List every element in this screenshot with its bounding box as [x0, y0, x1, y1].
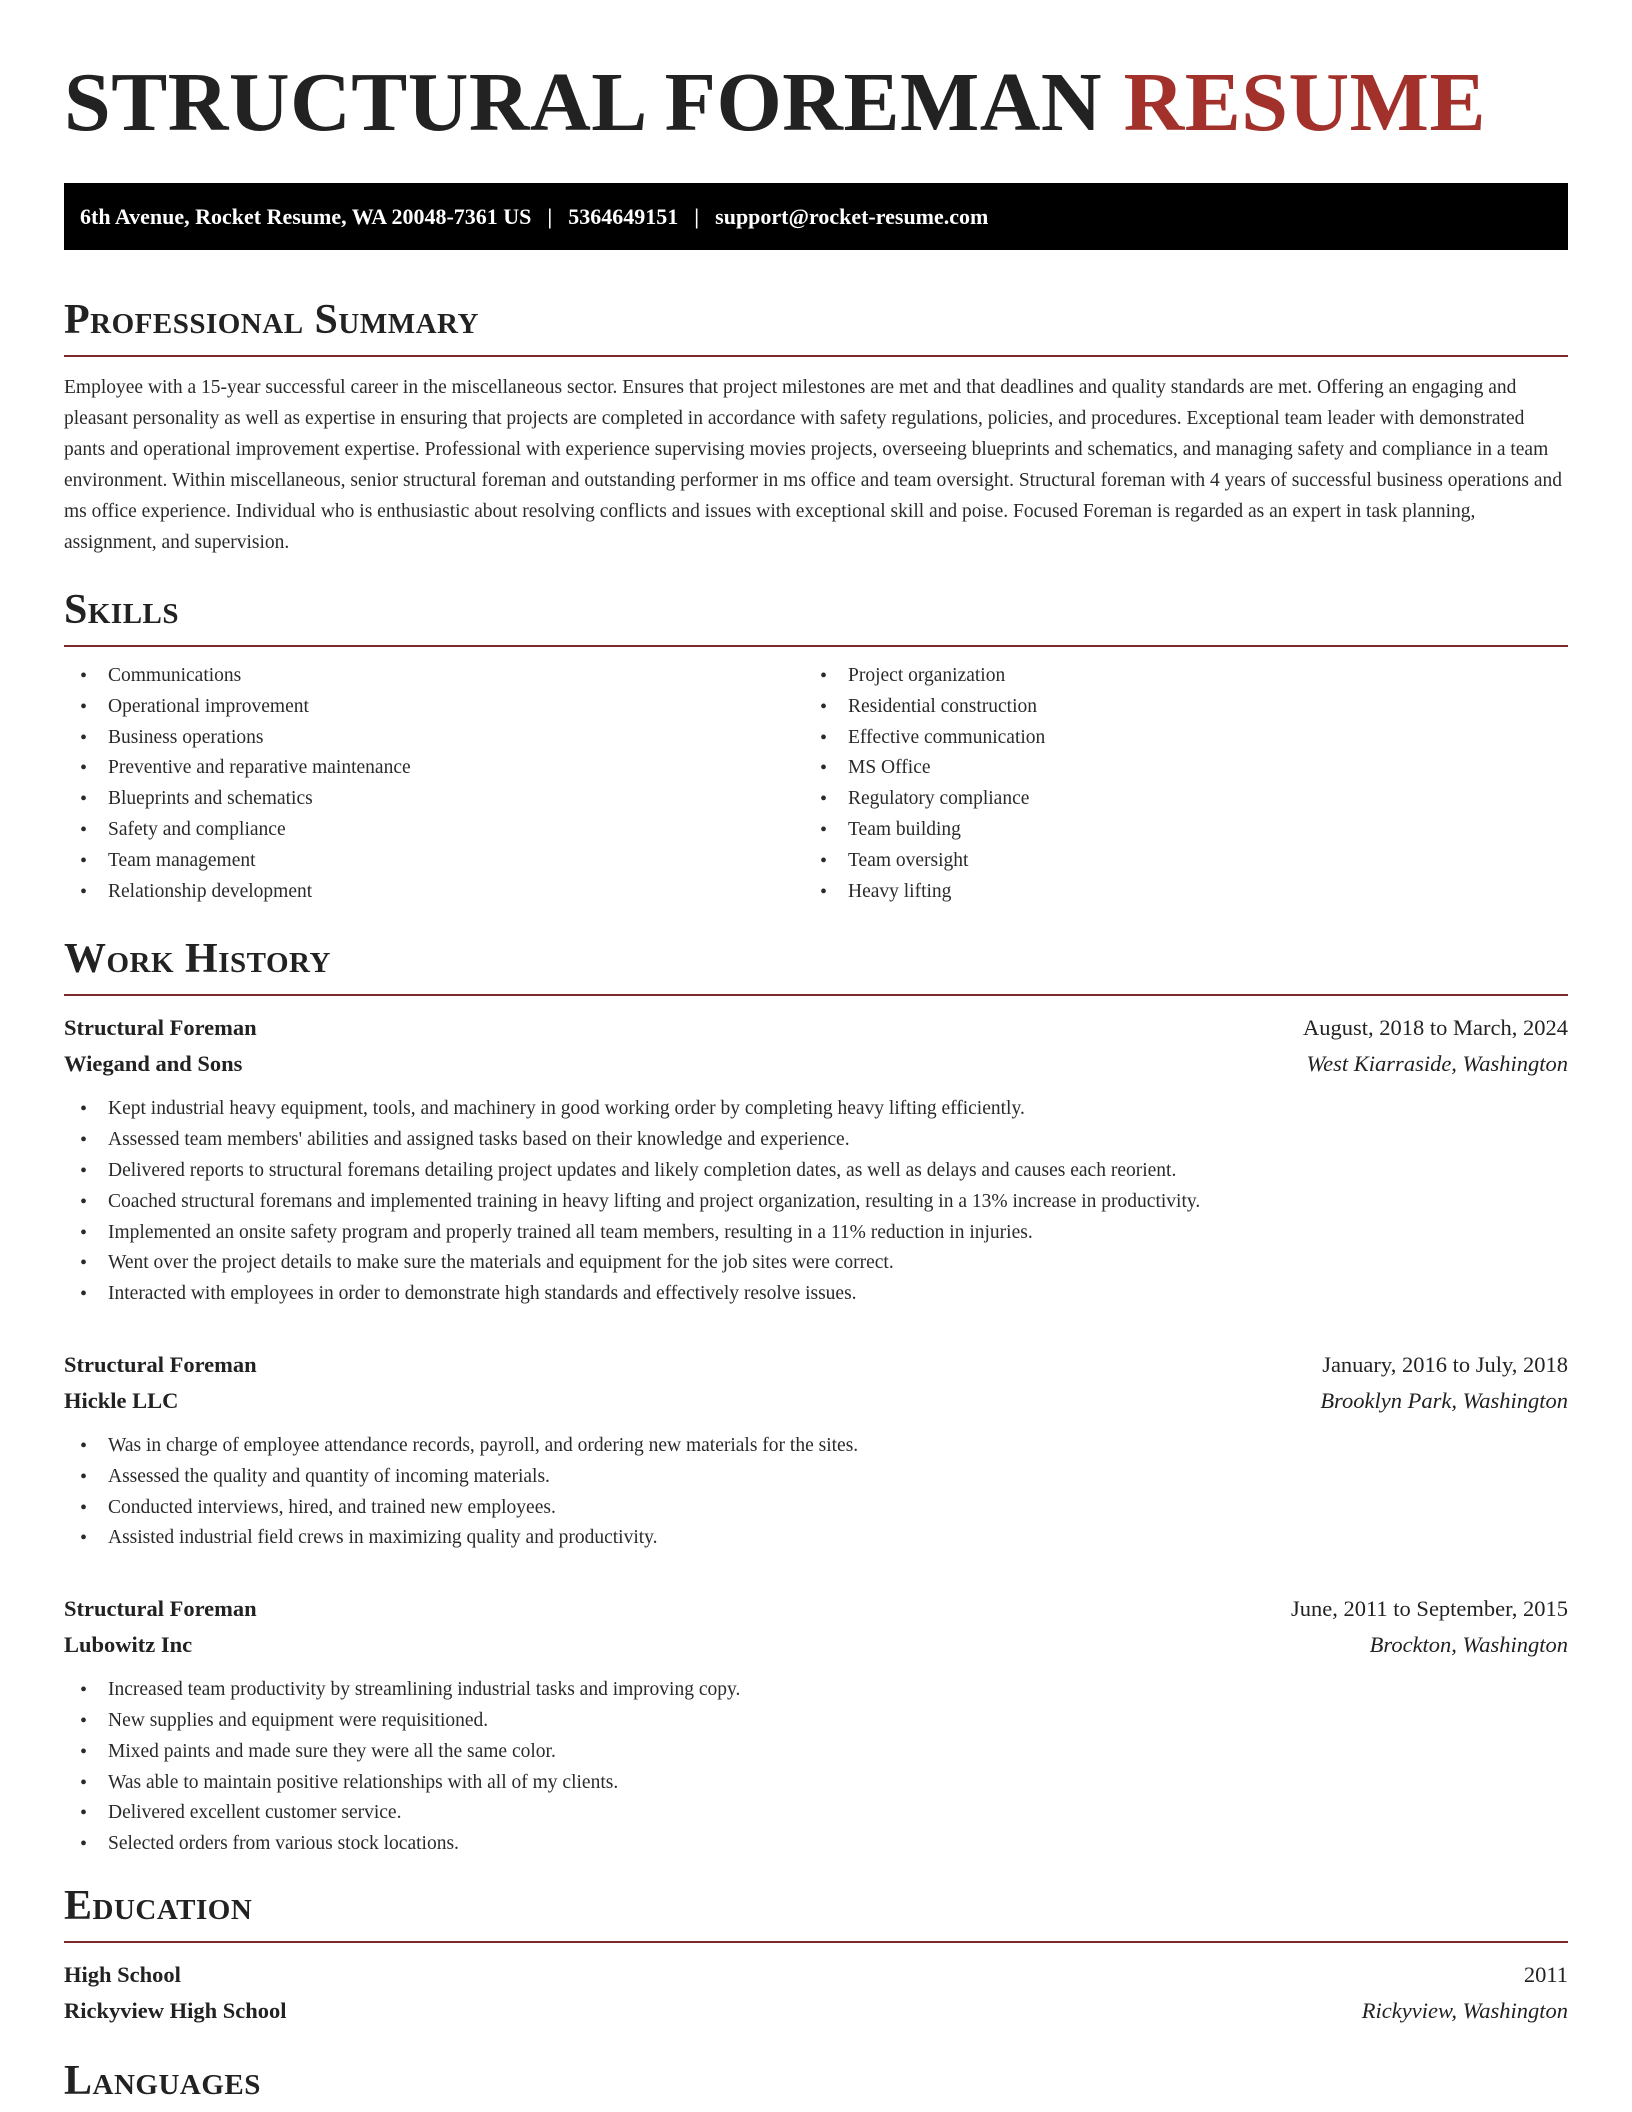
- job-bullet: • Conducted interviews, hired, and trained new employees.: [64, 1493, 1568, 1524]
- section-divider: [64, 355, 1568, 357]
- skill-item: • Relationship development: [64, 877, 804, 908]
- job-bullet: • New supplies and equipment were requisitioned.: [64, 1706, 1568, 1737]
- job-bullets: [64, 1675, 1568, 1860]
- job-entry: [64, 1591, 1568, 1860]
- job-header-row: [64, 1010, 1568, 1046]
- job-bullet: • Delivered reports to structural foremans detailing project updates and likely completion dates, as well as delays and causes each reorient.: [64, 1156, 1568, 1187]
- skill-item: • Communications: [64, 661, 804, 692]
- work-history-heading: Work History: [64, 936, 331, 983]
- skill-item: • Team oversight: [804, 846, 1544, 877]
- education-school: Rickyview High School: [64, 1997, 287, 2023]
- skill-item: • Blueprints and schematics: [64, 784, 804, 815]
- contact-separator: |: [547, 203, 553, 229]
- languages-heading: Languages: [64, 2057, 261, 2104]
- job-title: Structural Foreman: [64, 1015, 257, 1041]
- job-list: [64, 1010, 1568, 1860]
- job-bullet: • Interacted with employees in order to demonstrate high standards and effectively resolve issues.: [64, 1279, 1568, 1310]
- job-company-row: [64, 1383, 1568, 1419]
- skills-right-column: [804, 661, 1544, 907]
- skills-heading: Skills: [64, 587, 180, 633]
- section-divider: [64, 1941, 1568, 1943]
- education-heading: Education: [64, 1882, 253, 1929]
- job-header-row: [64, 1347, 1568, 1383]
- education-row: [64, 1993, 1568, 2029]
- job-dates: January, 2016 to July, 2018: [1322, 1351, 1568, 1377]
- job-dates: June, 2011 to September, 2015: [1291, 1596, 1568, 1622]
- job-location: Brooklyn Park, Washington: [1320, 1387, 1568, 1413]
- skill-item: • Heavy lifting: [804, 877, 1544, 908]
- skill-item: • Effective communication: [804, 723, 1544, 754]
- job-entry: [64, 1347, 1568, 1554]
- skills-section: [64, 584, 1568, 907]
- skill-item: • Preventive and reparative maintenance: [64, 753, 804, 784]
- skill-item: • Business operations: [64, 723, 804, 754]
- contact-separator: |: [694, 203, 700, 229]
- summary-heading: Professional Summary: [64, 297, 479, 343]
- job-bullet: • Mixed paints and made sure they were all the same color.: [64, 1737, 1568, 1768]
- skills-left-column: [64, 661, 804, 907]
- languages-section: [64, 2055, 1568, 2107]
- job-company: Wiegand and Sons: [64, 1051, 243, 1077]
- job-company-row: [64, 1046, 1568, 1082]
- job-entry: [64, 1010, 1568, 1310]
- skills-list: [64, 661, 1568, 907]
- contact-email: support@rocket-resume.com: [715, 203, 989, 229]
- job-bullet: • Coached structural foremans and implemented training in heavy lifting and project organization, resulting in a 13% increase in productivity.: [64, 1187, 1568, 1218]
- work-history-section: [64, 933, 1568, 1860]
- education-degree: High School: [64, 1961, 181, 1987]
- job-header-row: [64, 1591, 1568, 1627]
- education-row: [64, 1957, 1568, 1993]
- job-location: West Kiarraside, Washington: [1306, 1051, 1568, 1077]
- job-bullet: • Went over the project details to make sure the materials and equipment for the job sites were correct.: [64, 1248, 1568, 1279]
- job-bullet: • Assisted industrial field crews in maximizing quality and productivity.: [64, 1523, 1568, 1554]
- skill-item: • Safety and compliance: [64, 815, 804, 846]
- job-company: Hickle LLC: [64, 1387, 179, 1413]
- skill-item: • Project organization: [804, 661, 1544, 692]
- job-bullet: • Delivered excellent customer service.: [64, 1798, 1568, 1829]
- contact-bar: [64, 183, 1568, 250]
- job-dates: August, 2018 to March, 2024: [1303, 1015, 1568, 1041]
- title-main: STRUCTURAL FOREMAN: [64, 56, 1103, 149]
- skill-item: • Team management: [64, 846, 804, 877]
- title-accent: RESUME: [1123, 56, 1486, 149]
- education-location: Rickyview, Washington: [1361, 1997, 1568, 2023]
- job-bullet: • Assessed the quality and quantity of incoming materials.: [64, 1462, 1568, 1493]
- job-bullet: • Implemented an onsite safety program and properly trained all team members, resulting in a 11% reduction in injuries.: [64, 1218, 1568, 1249]
- section-divider: [64, 994, 1568, 996]
- job-bullet: • Was in charge of employee attendance records, payroll, and ordering new materials for the sites.: [64, 1431, 1568, 1462]
- skill-item: • Residential construction: [804, 692, 1544, 723]
- contact-address: 6th Avenue, Rocket Resume, WA 20048-7361 US: [80, 203, 532, 229]
- skill-item: • Regulatory compliance: [804, 784, 1544, 815]
- contact-phone: 5364649151: [568, 203, 679, 229]
- job-title: Structural Foreman: [64, 1596, 257, 1622]
- job-bullet: • Was able to maintain positive relationships with all of my clients.: [64, 1768, 1568, 1799]
- education-year: 2011: [1523, 1961, 1568, 1987]
- summary-text: Employee with a 15-year successful career in the miscellaneous sector. Ensures that project milestones are met and that deadlines and quality standards are met. Offering an engaging and pleasant personality as well as expertise in ensuring that projects are completed in accordance with safety regulations, policies, and procedures. Exceptional team leader with demonstrated pants and operational improvement expertise. Professional with experience supervising movies projects, overseeing blueprints and schematics, and managing safety and compliance in a team environment. Within miscellaneous, senior structural foreman and outstanding performer in ms office and team oversight. Structural foreman with 4 years of successful business operations and ms office experience. Individual who is enthusiastic about resolving conflicts and issues with exceptional skill and poise. Focused Foreman is regarded as an expert in task planning, assignment, and supervision.: [64, 377, 1562, 553]
- summary-section: [64, 294, 1568, 558]
- resume-title: [64, 0, 1568, 176]
- skill-item: • Operational improvement: [64, 692, 804, 723]
- section-divider: [64, 645, 1568, 647]
- job-company-row: [64, 1627, 1568, 1663]
- job-company: Lubowitz Inc: [64, 1632, 193, 1658]
- education-section: [64, 1880, 1568, 2029]
- skill-item: • Team building: [804, 815, 1544, 846]
- job-bullet: • Selected orders from various stock locations.: [64, 1829, 1568, 1860]
- skill-item: • MS Office: [804, 753, 1544, 784]
- job-bullet: • Assessed team members' abilities and assigned tasks based on their knowledge and experience.: [64, 1125, 1568, 1156]
- job-title: Structural Foreman: [64, 1351, 257, 1377]
- job-location: Brockton, Washington: [1369, 1632, 1568, 1658]
- job-bullets: [64, 1094, 1568, 1310]
- job-bullet: • Kept industrial heavy equipment, tools, and machinery in good working order by completing heavy lifting efficiently.: [64, 1094, 1568, 1125]
- job-bullets: [64, 1431, 1568, 1554]
- job-bullet: • Increased team productivity by streamlining industrial tasks and improving copy.: [64, 1675, 1568, 1706]
